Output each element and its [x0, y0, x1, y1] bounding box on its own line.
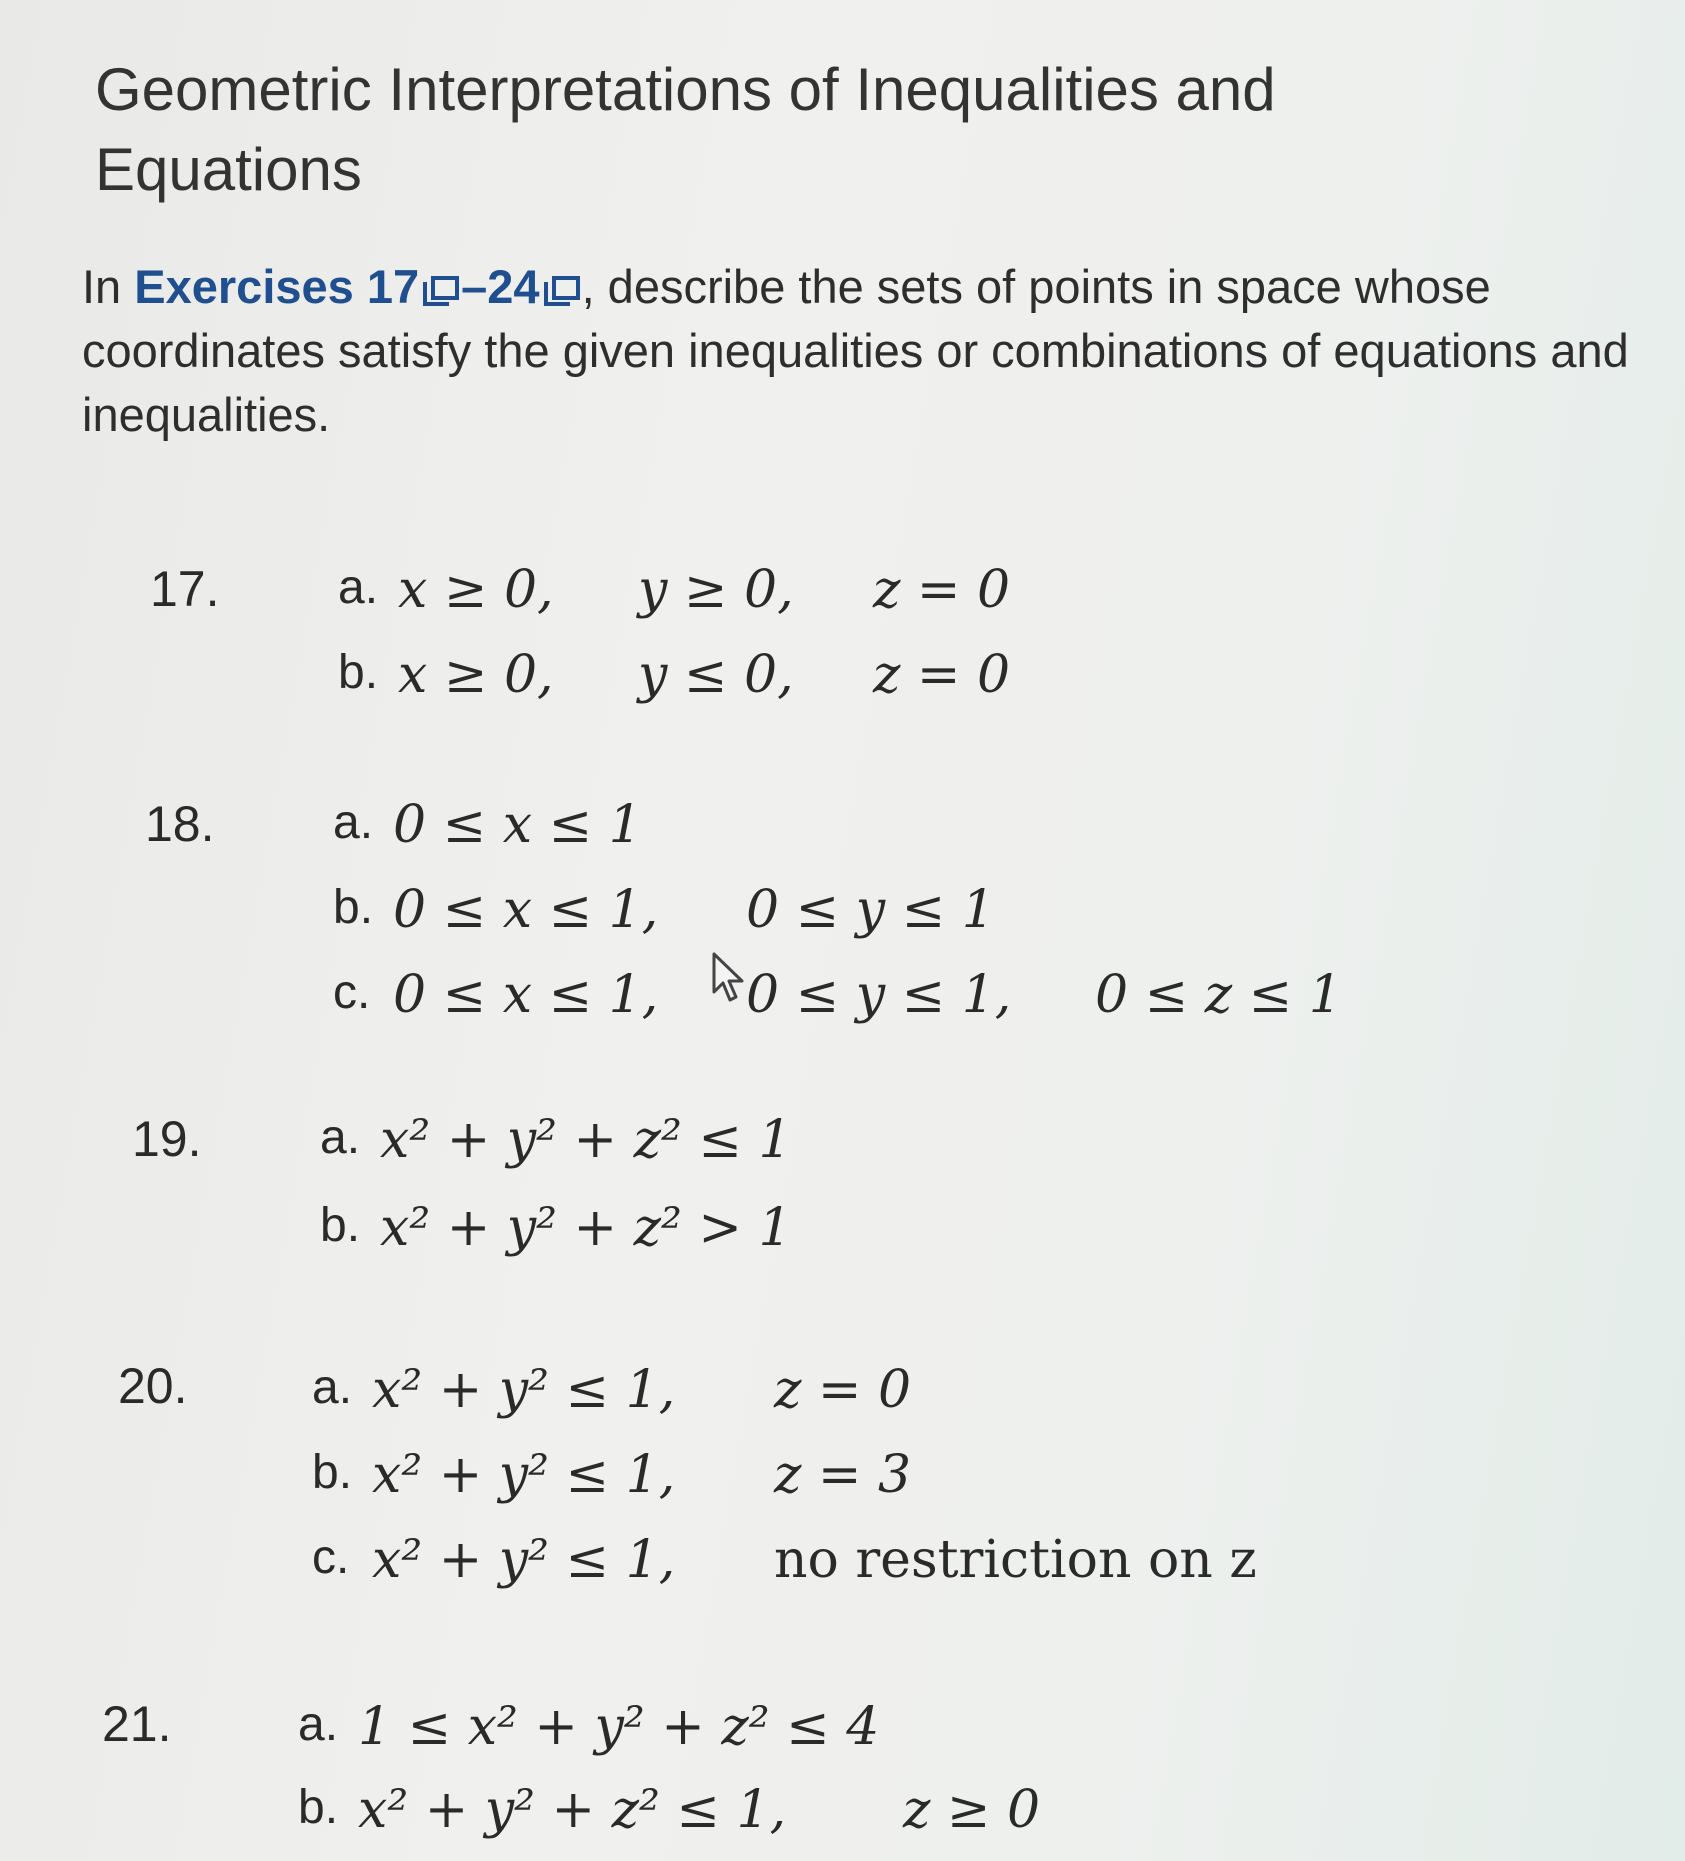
- part-label: b.: [338, 646, 379, 699]
- part-label: b.: [333, 881, 374, 934]
- math-expression: 0 ≤ x ≤ 1,: [393, 965, 659, 1025]
- math-expression: x ≥ 0,: [398, 560, 554, 620]
- math-expression: 0 ≤ z ≤ 1: [1095, 965, 1342, 1025]
- math-expression: z = 0: [873, 645, 1011, 705]
- exercise-number: 19.: [132, 1111, 202, 1167]
- intro-prefix: In: [82, 260, 135, 313]
- math-expression: z = 0: [774, 1360, 912, 1420]
- math-expression: x² + y² ≤ 1,: [372, 1530, 676, 1590]
- exercise-number: 21.: [102, 1696, 172, 1752]
- exercise-part: [333, 965, 1383, 1029]
- part-label: a.: [320, 1111, 361, 1164]
- math-expression: x² + y² ≤ 1,: [372, 1360, 676, 1420]
- math-expression: 1 ≤ x² + y² + z² ≤ 4: [358, 1697, 880, 1757]
- part-label: c.: [333, 966, 371, 1019]
- part-label: a.: [312, 1361, 353, 1414]
- part-label: b.: [312, 1446, 353, 1499]
- exercise-part: [320, 1110, 1220, 1174]
- math-expression: x² + y² ≤ 1,: [372, 1445, 676, 1505]
- mouse-pointer-icon: [712, 952, 748, 1004]
- math-expression: y ≥ 0,: [638, 560, 794, 620]
- math-expression: z = 0: [873, 560, 1011, 620]
- part-label: c.: [312, 1531, 350, 1584]
- math-expression: x² + y² + z² ≤ 1: [380, 1110, 792, 1170]
- range-dash: –: [461, 260, 488, 313]
- instructions-paragraph: [82, 255, 1642, 447]
- math-expression: 0 ≤ x ≤ 1: [393, 795, 642, 855]
- external-link-icon[interactable]: [423, 276, 455, 306]
- math-expression: 0 ≤ y ≤ 1: [746, 880, 995, 940]
- part-label: b.: [298, 1781, 339, 1834]
- math-expression: x² + y² + z² ≤ 1,: [358, 1780, 787, 1840]
- part-label: b.: [320, 1199, 361, 1252]
- math-expression: y ≤ 0,: [638, 645, 794, 705]
- part-label: a.: [338, 561, 379, 614]
- part-label: a.: [333, 796, 374, 849]
- intro-suffix: , describe the sets of points in space whose coordinates satisfy the given inequalities or combinations of equations and inequalities.: [82, 260, 1629, 441]
- math-expression: x ≥ 0,: [398, 645, 554, 705]
- math-expression: z = 3: [774, 1445, 912, 1505]
- math-expression: 0 ≤ x ≤ 1,: [393, 880, 659, 940]
- exercise-part: [298, 1780, 1398, 1844]
- exercise-part: [312, 1530, 1362, 1594]
- exercise-part: [312, 1360, 1312, 1424]
- math-expression: x² + y² + z² > 1: [380, 1198, 792, 1258]
- exercise-part: [333, 880, 1333, 944]
- math-expression: z ≥ 0: [903, 1780, 1041, 1840]
- section-title: Geometric Interpretations of Inequalities and Equations: [95, 56, 1276, 203]
- exercise-part: [333, 795, 1333, 859]
- exercises-link-start[interactable]: Exercises 17: [134, 260, 420, 313]
- exercise-number: 20.: [118, 1358, 188, 1414]
- exercises-link-end[interactable]: 24: [487, 260, 540, 313]
- exercise-part: [298, 1697, 1298, 1761]
- exercise-part: [338, 560, 1138, 624]
- exercise-part: [312, 1445, 1312, 1509]
- exercise-number: 17.: [150, 561, 220, 617]
- external-link-icon[interactable]: [544, 276, 576, 306]
- exercise-number: 18.: [145, 796, 215, 852]
- exercise-part: [320, 1198, 1220, 1262]
- math-expression: 0 ≤ y ≤ 1,: [746, 965, 1012, 1025]
- part-label: a.: [298, 1698, 339, 1751]
- math-expression: no restriction on z: [774, 1530, 1257, 1590]
- exercise-part: [338, 645, 1138, 709]
